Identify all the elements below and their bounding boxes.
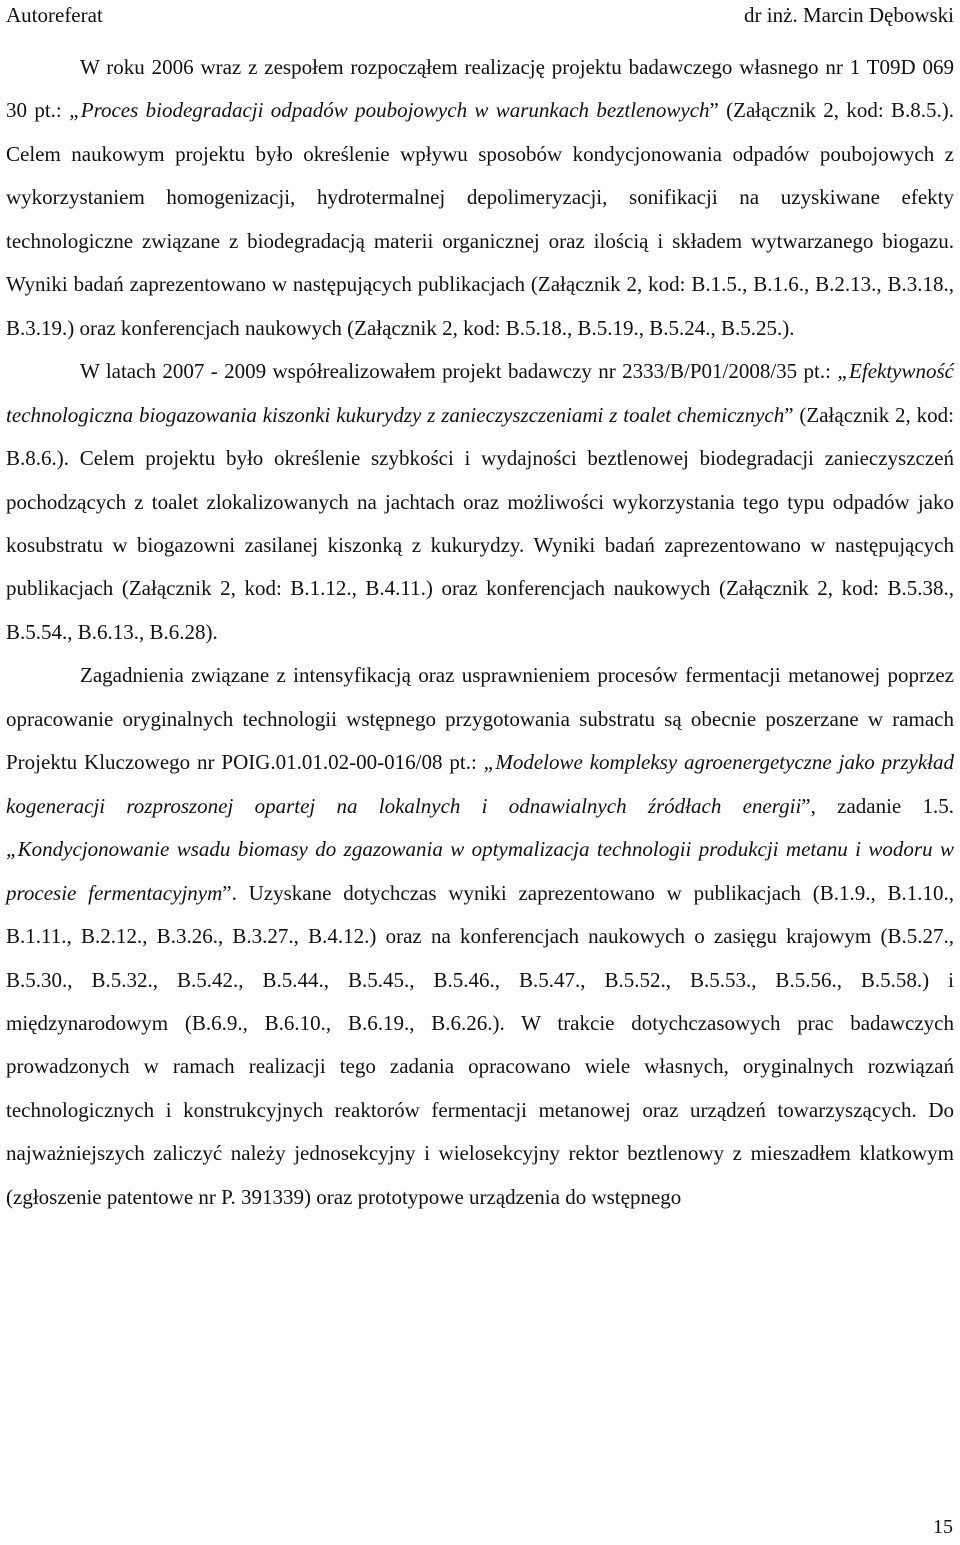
paragraph-text: ” (Załącznik 2, kod: B.8.6.). Celem projektu było określenie szybkości i wydajności beztlenowej biodegradacji zanieczyszczeń pochodzących z toalet zlokalizowanych na jachtach oraz możliwości wykorzystania tego typu odpadów jako kosubstratu w biogazowni zasilanej kiszonką z kukurydzy. Wyniki badań zaprezentowano w następujących publikacjach (Załącznik 2, kod: B.1.12., B.4.11.) oraz konferencjach naukowych (Załącznik 2, kod: B.5.38., B.5.54., B.6.13., B.6.28). (6, 402, 954, 644)
paragraph-key-project (6, 654, 954, 1219)
task-title: „Kondycjonowanie wsadu biomasy do zgazowania w optymalizacja technologii produkcji metanu i wodoru w procesie fermentacyjnym (6, 837, 954, 905)
paragraph-project-2007 (6, 350, 954, 654)
paragraph-text: W roku 2006 wraz z zespołem rozpocząłem realizację projektu badawczego własnego nr 1 T09D 069 30 pt.: (6, 55, 954, 123)
paragraph-text: ”, zadanie 1.5. (801, 793, 954, 818)
paragraph-text: Zagadnienia związane z intensyfikacją oraz usprawnieniem procesów fermentacji metanowej poprzez opracowanie oryginalnych technologii wstępnego przygotowania substratu są obecnie poszerzane w ramach Projektu Kluczowego nr POIG.01.01.02-00-016/08 pt.: (6, 663, 954, 775)
header-document-type: Autoreferat (6, 3, 103, 27)
paragraph-text: ”. Uzyskane dotychczas wyniki zaprezentowano w publikacjach (B.1.9., B.1.10., B.1.11., B.2.12., B.3.26., B.3.27., B.4.12.) oraz na konferencjach naukowych o zasięgu krajowym (B.5.27., B.5.30., B.5.32., B.5.42., B.5.44., B.5.45., B.5.46., B.5.47., B.5.52., B.5.53., B.5.56., B.5.58.) i międzynarodowym (B.6.9., B.6.10., B.6.19., B.6.26.). W trakcie dotychczasowych prac badawczych prowadzonych w ramach realizacji tego zadania opracowano wiele własnych, oryginalnych rozwiązań technologicznych i konstrukcyjnych reaktorów fermentacji metanowej oraz urządzeń towarzyszących. Do najważniejszych zaliczyć należy jednosekcyjny i wielosekcyjny rektor beztlenowy z mieszadłem klatkowym (zgłoszenie patentowe nr P. 391339) oraz prototypowe urządzenia do wstępnego (6, 880, 955, 1209)
paragraph-text: ” (Załącznik 2, kod: B.8.5.). Celem naukowym projektu było określenie wpływu sposobów kondycjonowania odpadów poubojowych z wykorzystaniem homogenizacji, hydrotermalnej depolimeryzacji, sonifikacji na uzyskiwane efekty technologiczne związane z biodegradacją materii organicznej oraz ilością i składem wytwarzanego biogazu. Wyniki badań zaprezentowano w następujących publikacjach (Załącznik 2, kod: B.1.5., B.1.6., B.2.13., B.3.18., B.3.19.) oraz konferencjach naukowych (Załącznik 2, kod: B.5.18., B.5.19., B.5.24., B.5.25.). (6, 98, 954, 340)
header-author: dr inż. Marcin Dębowski (744, 3, 954, 27)
paragraph-project-2006 (6, 46, 954, 350)
paragraph-text: W latach 2007 - 2009 współrealizowałem projekt badawczy nr 2333/B/P01/2008/35 pt.: (80, 359, 838, 384)
page-header (6, 2, 954, 28)
project-title: „Proces biodegradacji odpadów poubojowych w warunkach beztlenowych (69, 98, 710, 123)
project-title: „Modelowe kompleksy agroenergetyczne jako przykład kogeneracji rozproszonej opartej na lokalnych i odnawialnych źródłach energii (6, 750, 954, 818)
page-number: 15 (933, 1516, 953, 1538)
document-body (6, 46, 954, 1219)
project-title: „Efektywność technologiczna biogazowania kiszonki kukurydzy z zanieczyszczeniami z toalet chemicznych (6, 359, 954, 427)
